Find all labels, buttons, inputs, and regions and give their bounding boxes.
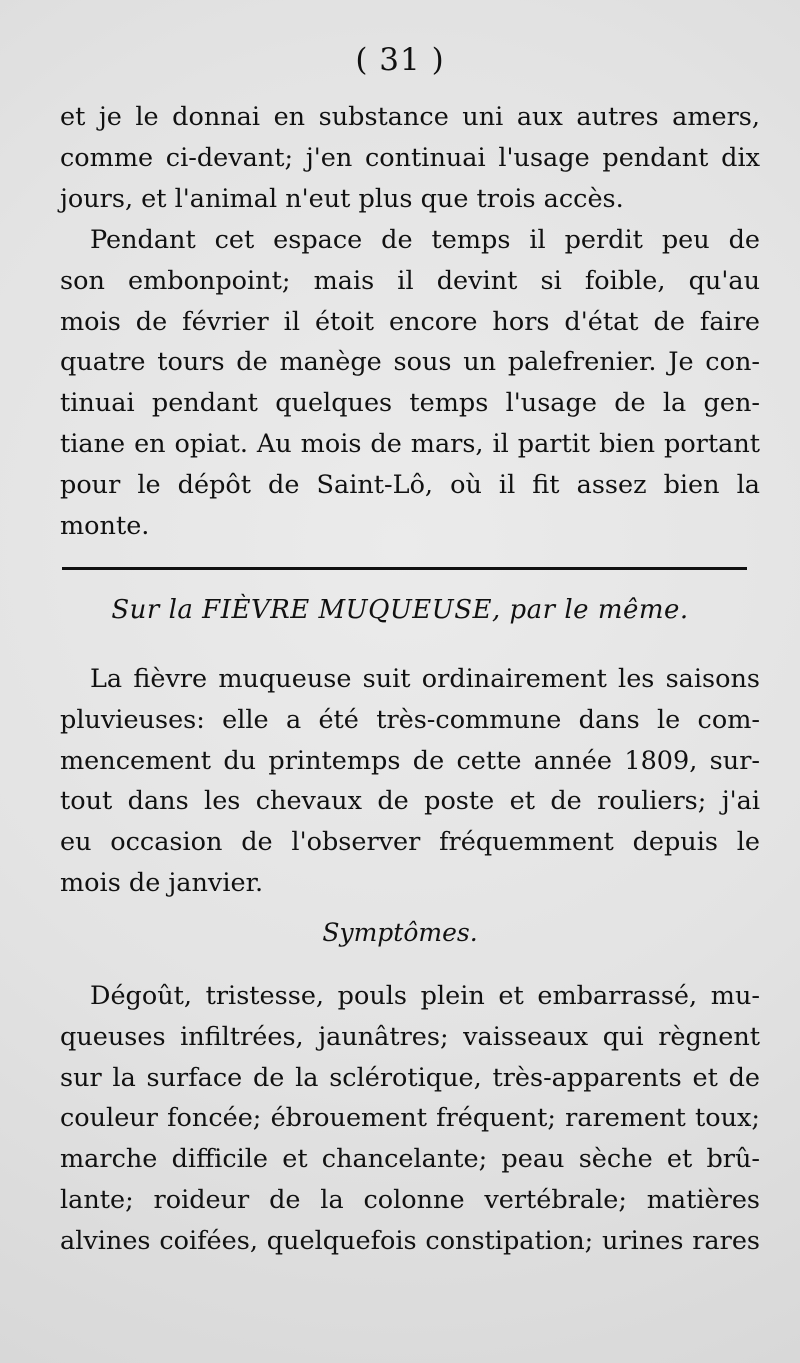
text-line: marche difficile et chancelante; peau sèche et brû- xyxy=(60,1144,760,1175)
text-line: mois de février il étoit encore hors d'état de faire xyxy=(60,306,760,337)
paragraph-pendant xyxy=(60,220,760,546)
paragraph-symptoms xyxy=(60,976,760,1262)
text-line: mois de janvier. xyxy=(60,867,264,898)
text-line: pour le dépôt de Saint-Lô, où il fit assez bien la xyxy=(60,469,760,500)
text-line: jours, et l'animal n'eut plus que trois accès. xyxy=(60,183,624,214)
text-line: tout dans les chevaux de poste et de rouliers; j'ai xyxy=(60,786,760,817)
text-line: tiane en opiat. Au mois de mars, il partit bien portant xyxy=(60,428,760,459)
paragraph-continuation xyxy=(60,97,760,219)
text-line: monte. xyxy=(60,510,150,541)
text-line: comme ci-devant; j'en continuai l'usage pendant dix xyxy=(60,142,760,173)
text-line: La fièvre muqueuse suit ordinairement les saisons xyxy=(90,664,760,694)
text-line: pluvieuses: elle a été très-commune dans le com- xyxy=(60,704,760,735)
text-line: Pendant cet espace de temps il perdit peu de xyxy=(90,225,760,255)
page-number: ( 31 ) xyxy=(355,42,445,78)
text-line: tinuai pendant quelques temps l'usage de la gen- xyxy=(60,388,760,419)
text-line: queuses infiltrées, jaunâtres; vaisseaux qui règnent xyxy=(60,1021,760,1052)
text-line: Dégoût, tristesse, pouls plein et embarrassé, mu- xyxy=(90,981,760,1011)
section-divider xyxy=(62,567,747,570)
text-line: mencement du printemps de cette année 1809, sur- xyxy=(60,745,760,776)
text-line: alvines coifées, quelquefois constipation; urines rares xyxy=(60,1225,760,1256)
text-line: lante; roideur de la colonne vertébrale; matières xyxy=(60,1184,760,1215)
text-line: couleur foncée; ébrouement fréquent; rarement toux; xyxy=(60,1103,760,1134)
text-line: et je le donnai en substance uni aux autres amers, xyxy=(60,102,760,132)
text-line: son embonpoint; mais il devint si foible, qu'au xyxy=(60,265,760,296)
text-line: sur la surface de la sclérotique, très-apparents et de xyxy=(60,1062,760,1093)
section-heading: Sur la FIÈVRE MUQUEUSE, par le même. xyxy=(111,595,689,625)
paragraph-intro xyxy=(60,659,760,904)
text-line: eu occasion de l'observer fréquemment depuis le xyxy=(60,827,760,858)
text-line: quatre tours de manège sous un palefrenier. Je con- xyxy=(60,347,760,378)
subsection-heading: Symptômes. xyxy=(322,918,478,947)
